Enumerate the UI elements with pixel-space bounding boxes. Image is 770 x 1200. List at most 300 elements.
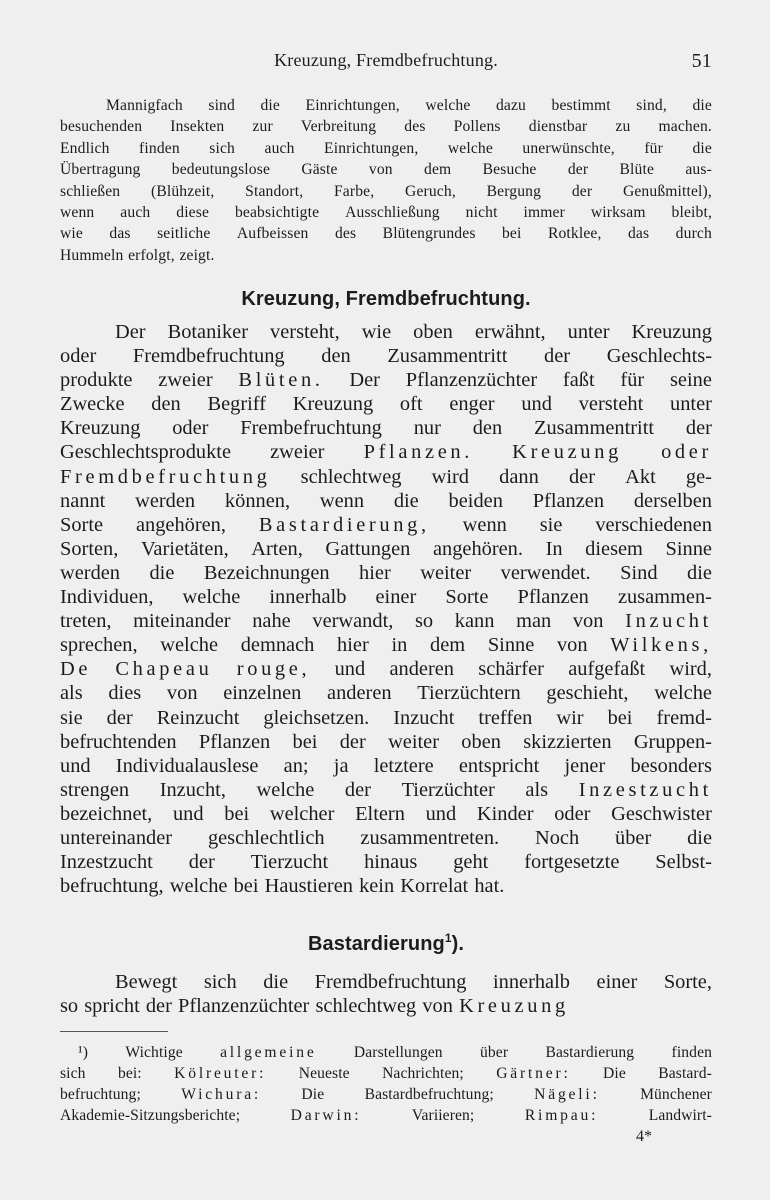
word: immer — [523, 204, 565, 222]
word: Kreuzung — [292, 393, 374, 416]
word: Noch — [534, 826, 580, 849]
word: werden — [60, 561, 121, 584]
text-line — [60, 181, 712, 202]
word: dienstbar — [528, 118, 588, 136]
word: Akademie-Sitzungsberichte; — [60, 1107, 241, 1124]
word: weiter — [420, 561, 472, 584]
word: dann — [499, 465, 539, 488]
word: erfolgt, — [128, 246, 175, 264]
word: besonders — [630, 754, 712, 777]
word: Individuen, — [60, 586, 154, 609]
word: Rotklee, — [547, 225, 602, 243]
word: Haustieren — [264, 875, 353, 898]
word: Korrelat — [400, 875, 469, 898]
word: gleichsetzen. — [263, 706, 370, 729]
word: fortgesetzte — [524, 851, 620, 874]
word: Darwin: — [290, 1107, 362, 1124]
word: von — [368, 161, 393, 179]
word: derselben — [633, 489, 712, 512]
word: seitliche — [157, 225, 211, 243]
word: zweier — [158, 369, 213, 392]
word: Münchener — [640, 1086, 712, 1103]
word: und — [60, 754, 91, 777]
word: Fremdbefruchtung — [60, 465, 271, 488]
word: zeigt. — [179, 246, 215, 264]
word: Sinne — [487, 634, 535, 657]
word: Inzestzucht — [578, 778, 712, 801]
word: Endlich — [60, 139, 110, 157]
word: einzelnen — [223, 682, 302, 705]
word: versteht, — [270, 321, 340, 343]
word: machen. — [658, 118, 712, 136]
word: und — [425, 802, 457, 825]
text-line — [60, 754, 712, 778]
word: man — [516, 610, 552, 633]
word: Sorte, — [663, 971, 712, 993]
word: Kinder — [476, 802, 534, 825]
word: Blütengrundes — [382, 225, 476, 243]
word: ja — [333, 754, 349, 777]
text-line — [60, 440, 712, 464]
word: Reinzucht — [156, 706, 240, 729]
word: Zwecke — [60, 393, 125, 416]
word: der — [188, 851, 215, 874]
word: Inzucht — [393, 706, 455, 729]
footnote-reference: 1 — [444, 931, 452, 945]
word: Pflanzen — [532, 489, 605, 512]
word: bleibt, — [671, 204, 712, 222]
word: für — [620, 369, 645, 392]
text-line — [60, 513, 712, 537]
word: bei — [224, 802, 250, 825]
text-line — [60, 1042, 712, 1063]
word: Insekten — [170, 118, 225, 136]
word: geht — [453, 851, 489, 874]
word: die — [263, 971, 289, 993]
word: nicht — [465, 204, 498, 222]
word: hinaus — [364, 851, 418, 874]
heading-text: Bastardierung — [307, 933, 445, 955]
word: diese — [176, 204, 210, 222]
word: schlechtweg — [315, 995, 417, 1018]
word: hier — [359, 561, 391, 584]
word: entspricht — [458, 754, 540, 777]
word: des — [404, 118, 426, 136]
text-line — [60, 970, 712, 994]
word: der — [344, 778, 371, 801]
text-line — [60, 802, 712, 826]
word: von — [556, 634, 588, 657]
word: welche — [447, 139, 493, 157]
word: kein — [359, 875, 395, 898]
word: einer — [375, 586, 417, 609]
word: von — [166, 682, 198, 705]
word: Mannigfach — [106, 97, 183, 114]
word: aus- — [685, 161, 712, 179]
word: wird, — [669, 658, 712, 681]
word: oder — [172, 417, 209, 440]
running-title: Kreuzung, Fremdbefruchtung. — [274, 50, 498, 70]
word: von — [572, 610, 604, 633]
word: De — [60, 658, 92, 681]
word: Wichura: — [181, 1086, 262, 1103]
word: schlechtweg — [300, 465, 402, 488]
word: wird — [431, 465, 469, 488]
word: Farbe, — [333, 182, 375, 200]
word: so — [60, 995, 79, 1018]
word: zweier — [270, 441, 325, 464]
word: schließen — [60, 182, 121, 200]
word: bei — [292, 730, 318, 753]
word: der — [339, 730, 366, 753]
word: die — [687, 561, 712, 584]
text-line — [60, 416, 712, 440]
word: so — [415, 610, 434, 633]
word: Bastard- — [658, 1065, 712, 1082]
word: wenn — [60, 204, 95, 222]
text-line — [60, 245, 712, 266]
word: Inzestzucht — [60, 851, 153, 874]
text-line — [60, 826, 712, 850]
word: Hummeln — [60, 246, 124, 264]
word: sich — [203, 971, 237, 993]
word: und — [521, 393, 552, 416]
page-number: 51 — [691, 50, 712, 72]
word: verwendet. — [500, 561, 591, 584]
text-line — [60, 202, 712, 223]
word: letztere — [373, 754, 434, 777]
text-line — [60, 778, 712, 802]
word: Sorte — [60, 513, 104, 536]
text-line — [60, 609, 712, 633]
word: unter — [670, 393, 712, 416]
word: verwandt, — [312, 610, 394, 633]
word: Varietäten, — [140, 537, 229, 560]
word: sind, — [636, 97, 667, 114]
word: Genußmittel), — [622, 182, 712, 200]
word: ¹) — [78, 1044, 89, 1061]
word: einer — [596, 971, 638, 993]
text-line — [60, 585, 712, 609]
word: oder — [60, 345, 97, 368]
word: Kreuzung — [631, 321, 712, 343]
word: Kreuzung — [459, 995, 569, 1018]
word: Besuche — [482, 161, 537, 179]
word: befruchtung; — [60, 1086, 141, 1103]
word: welcher — [269, 802, 335, 825]
word: Neueste — [298, 1065, 350, 1082]
word: Übertragung — [60, 161, 141, 179]
word: Frembefruchtung — [240, 417, 382, 440]
word: ge- — [685, 465, 712, 488]
word: bedeutungslose — [171, 161, 271, 179]
word: erwähnt, — [474, 321, 546, 343]
word: Verbreitung — [300, 118, 377, 136]
text-line — [60, 537, 712, 561]
word: Tierzüchter — [401, 778, 495, 801]
word: strengen — [60, 778, 130, 801]
word: beabsichtigte — [234, 204, 320, 222]
word: Der — [115, 321, 146, 343]
text-line — [60, 138, 712, 159]
word: dem — [430, 634, 466, 657]
text-line — [60, 1063, 712, 1084]
word: Kölreuter: — [174, 1065, 267, 1082]
word: Akt — [625, 465, 656, 488]
word: die — [260, 97, 280, 114]
word: durch — [675, 225, 712, 243]
text-line — [60, 994, 712, 1018]
word: dem — [424, 161, 452, 179]
word: für — [644, 139, 663, 157]
word: dazu — [495, 97, 526, 114]
word: wie — [60, 225, 83, 243]
word: finden — [139, 139, 180, 157]
word: zur — [252, 118, 273, 136]
word: bei — [233, 875, 259, 898]
word: In — [545, 537, 563, 560]
word: über — [480, 1044, 509, 1061]
word: das — [627, 225, 650, 243]
word: welche — [654, 682, 712, 705]
word: die — [687, 826, 712, 849]
text-line — [60, 392, 712, 416]
word: untereinander — [60, 826, 173, 849]
word: wenn — [319, 489, 365, 512]
word: sind — [208, 97, 235, 114]
word: zusammen- — [617, 586, 712, 609]
text-line — [60, 1084, 712, 1105]
word: Tierzüchtern — [417, 682, 521, 705]
word: Fremdbefruchtung — [314, 971, 467, 993]
word: versteht — [578, 393, 644, 416]
word: faßt — [562, 369, 595, 392]
word: Wichtige — [125, 1044, 183, 1061]
word: oben — [461, 730, 501, 753]
text-line — [60, 344, 712, 368]
word: werden — [135, 489, 196, 512]
word: anderen — [327, 682, 392, 705]
word: sich — [60, 1065, 86, 1082]
word: Eltern — [355, 802, 405, 825]
word: Pflanzen. — [363, 441, 474, 464]
word: welche — [169, 875, 228, 898]
text-line — [60, 116, 712, 137]
word: wirksam — [590, 204, 646, 222]
word: Kreuzung — [60, 417, 141, 440]
word: Pollens — [453, 118, 501, 136]
word: Geschlechtsprodukte — [60, 441, 232, 464]
word: enger — [449, 393, 495, 416]
footnote — [60, 1042, 712, 1126]
word: den — [321, 345, 351, 368]
word: Bergung — [486, 182, 542, 200]
word: Chapeau — [115, 658, 213, 681]
word: zu — [615, 118, 631, 136]
word: angehören. — [432, 537, 523, 560]
word: diesem — [585, 537, 643, 560]
word: treffen — [478, 706, 533, 729]
word: Rimpau: — [524, 1107, 599, 1124]
word: welche — [182, 586, 241, 609]
text-line — [60, 159, 712, 180]
word: Einrichtungen, — [324, 139, 419, 157]
section-heading-bastardierung — [60, 933, 712, 956]
word: Die — [603, 1065, 626, 1082]
text-line — [60, 1105, 712, 1126]
word: Inzucht — [625, 610, 712, 633]
word: seine — [670, 369, 712, 392]
word: nur — [413, 417, 441, 440]
word: der — [685, 417, 712, 440]
word: Zusammentritt — [387, 345, 508, 368]
word: produkte — [60, 369, 133, 392]
word: jener — [564, 754, 606, 777]
word: Landwirt- — [648, 1107, 712, 1124]
text-line — [60, 706, 712, 730]
word: Nägeli: — [534, 1086, 600, 1103]
word: welche — [425, 97, 471, 114]
text-line — [60, 465, 712, 489]
word: anderen — [389, 658, 454, 681]
word: fremd- — [656, 706, 712, 729]
word: Der — [349, 369, 380, 392]
text-line — [60, 320, 712, 344]
word: in — [391, 634, 408, 657]
word: Bezeichnungen — [203, 561, 330, 584]
word: Bewegt — [115, 971, 178, 993]
word: können, — [224, 489, 291, 512]
word: Kreuzung — [512, 441, 622, 464]
text-line — [60, 633, 712, 657]
word: Standort, — [245, 182, 304, 200]
word: Gärtner: — [496, 1065, 571, 1082]
word: geschlechtlich — [207, 826, 325, 849]
word: allgemeine — [220, 1044, 317, 1061]
word: oder — [661, 441, 712, 464]
word: unter — [567, 321, 610, 343]
word: den — [151, 393, 181, 416]
word: Bastardierung — [545, 1044, 635, 1061]
footnote-rule — [60, 1031, 168, 1032]
word: innerhalb — [269, 586, 347, 609]
word: dies — [108, 682, 142, 705]
word: Blüten. — [238, 369, 324, 392]
word: über — [615, 826, 652, 849]
word: Fremdbefruchtung — [132, 345, 285, 368]
word: geschieht, — [546, 682, 629, 705]
word: befruchtenden — [60, 730, 177, 753]
word: rouge, — [236, 658, 311, 681]
word: der — [568, 465, 595, 488]
word: welche — [256, 778, 315, 801]
word: innerhalb — [492, 971, 570, 993]
word: Darstellungen — [353, 1044, 443, 1061]
word: Einrichtungen, — [305, 97, 400, 114]
text-line — [60, 874, 712, 898]
word: bei — [607, 706, 633, 729]
word: Sorte — [445, 586, 489, 609]
word: als — [525, 778, 549, 801]
section-bastardierung-paragraph — [60, 970, 712, 1018]
word: sprechen, — [60, 634, 138, 657]
word: an; — [283, 754, 309, 777]
word: der — [567, 161, 589, 179]
word: unerwünschte, — [522, 139, 615, 157]
word: des — [334, 225, 357, 243]
word: (Blühzeit, — [150, 182, 215, 200]
word: kann — [454, 610, 495, 633]
text-line — [60, 223, 712, 244]
word: Geruch, — [405, 182, 456, 200]
word: demnach — [240, 634, 315, 657]
section-kreuzung-paragraph — [60, 320, 712, 898]
word: Die — [301, 1086, 325, 1103]
word: den — [472, 417, 503, 440]
word: verschiedenen — [595, 513, 712, 536]
word: Geschwister — [611, 802, 712, 825]
word: Selbst- — [655, 851, 712, 874]
word: Botaniker — [167, 321, 249, 343]
intro-paragraph — [60, 95, 712, 266]
word: Begriff — [207, 393, 266, 416]
word: als — [60, 682, 83, 705]
word: besuchenden — [60, 118, 143, 136]
word: Pflanzenzüchter — [405, 369, 538, 392]
word: Tierzucht — [250, 851, 329, 874]
word: sich — [209, 139, 236, 157]
word: auch — [264, 139, 295, 157]
word: Pflanzen — [198, 730, 271, 753]
word: oben — [413, 321, 453, 343]
word: nannt — [60, 489, 106, 512]
word: spricht — [84, 995, 140, 1018]
word: zusammentreten. — [360, 826, 500, 849]
word: wenn — [462, 513, 507, 536]
word: die — [692, 97, 712, 114]
text-line — [60, 489, 712, 513]
word: die — [692, 139, 712, 157]
word: Nachrichten; — [382, 1065, 464, 1082]
word: angehören, — [135, 513, 226, 536]
word: der — [145, 995, 172, 1018]
word: aufgefaßt — [568, 658, 646, 681]
text-line — [60, 95, 712, 116]
word: und — [334, 658, 366, 681]
word: bei — [501, 225, 522, 243]
word: bezeichnet, — [60, 802, 153, 825]
word: weiter — [388, 730, 440, 753]
word: nahe — [252, 610, 291, 633]
word: welche — [160, 634, 219, 657]
word: Variieren; — [411, 1107, 475, 1124]
word: Arten, — [251, 537, 303, 560]
text-line — [60, 657, 712, 681]
word: Sind — [620, 561, 658, 584]
word: finden — [671, 1044, 712, 1061]
word: auch — [120, 204, 151, 222]
word: und — [172, 802, 204, 825]
word: skizzierten — [523, 730, 612, 753]
word: miteinander — [133, 610, 231, 633]
word: wie — [361, 321, 392, 343]
word: Gäste — [301, 161, 338, 179]
word: wir — [556, 706, 584, 729]
word: hier — [337, 634, 369, 657]
word: Blüte — [619, 161, 655, 179]
word: Ausschließung — [345, 204, 440, 222]
text-line — [60, 681, 712, 705]
